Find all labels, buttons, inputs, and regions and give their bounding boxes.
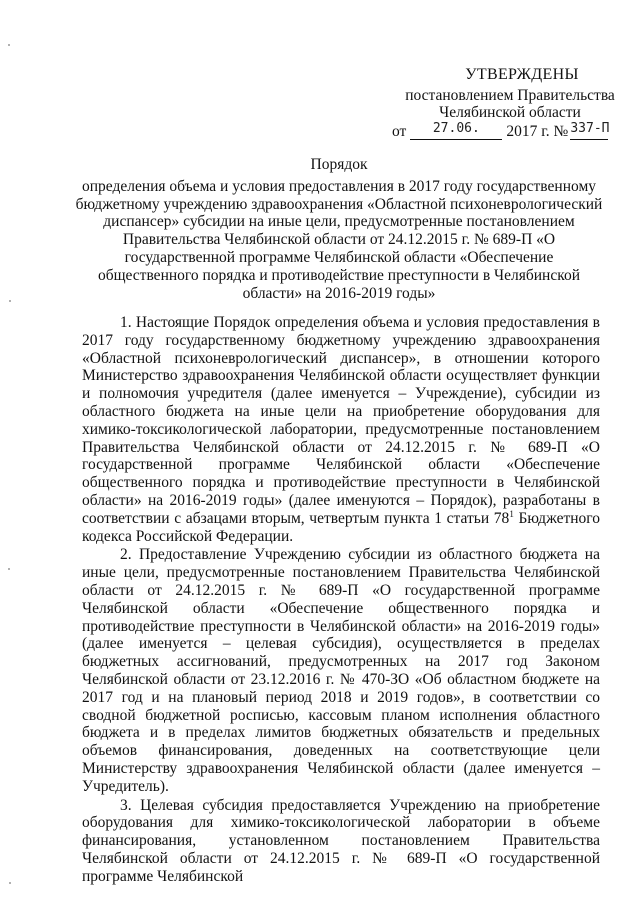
approval-date-prefix: от bbox=[392, 123, 407, 140]
document-title: Порядок bbox=[310, 156, 368, 173]
paragraph-1-tail: Бюджетного кодекса Российской Федерации. bbox=[82, 509, 600, 545]
approval-date-suffix: 2017 г. № bbox=[506, 123, 569, 140]
approval-title: УТВЕРЖДЕНЫ bbox=[465, 66, 579, 83]
paragraph-3: 3. Целевая субсидия предоставляется Учреждению на приобретение оборудования для химико-токсикологической лаборатории в объеме финансирования, установленном постановлением Правительства Челябинской области от 24.12.2015 г. № 689-П «О государственной программе Челябинской bbox=[82, 796, 600, 885]
paragraph-1-superscript: 1 bbox=[509, 508, 514, 519]
approval-line-1: постановлением Правительства bbox=[405, 87, 615, 104]
approval-date-field bbox=[410, 123, 502, 140]
scan-speck bbox=[8, 44, 10, 46]
document-subtitle: определения объема и условия предоставления в 2017 году государственному бюджетному учреждению здравоохранения «Областной психоневрологический диспансер» субсидии на иные цели, предусмотренные постановлением Правительства Челябинской области от 24.12.2015 г. № 689-П «О государственной программе Челябинской области «Обеспечение общественного порядка и противодействие преступности в Челябинской области» на 2016-2019 годы» bbox=[75, 177, 603, 302]
paragraph-1 bbox=[82, 314, 600, 545]
approval-date-handwritten: 27.06. bbox=[432, 121, 480, 136]
paragraph-1-text: 1. Настоящие Порядок определения объема и условия предоставления в 2017 году государственному бюджетному учреждению здравоохранения «Областной психоневрологический диспансер», в отношении которого Министерство здравоохранения Челябинской области осуществляет функции и полномочия учредителя (далее именуется – Учреждение), субсидии из областного бюджета на иные цели на приобретение оборудования для химико-токсикологической лаборатории, предусмотренные постановлением Правительства Челябинской области от 24.12.2015 г. № 689-П «О государственной программе Челябинской области «Обеспечение общественного порядка и противодействие преступности в Челябинской области» на 2016-2019 годы» (далее именуются – Порядок), разработаны в соответствии с абзацами вторым, четвертым пункта 1 статьи 78 bbox=[82, 314, 600, 527]
document-heading bbox=[74, 156, 604, 302]
paragraph-2: 2. Предоставление Учреждению субсидии из областного бюджета на иные цели, предусмотренные постановлением Правительства Челябинской области от 24.12.2015 г. № 689-П «О государственной программе Челябинской области «Обеспечение общественного порядка и противодействие преступности в Челябинской области» на 2016-2019 годы» (далее именуется – целевая субсидия), осуществляется в пределах бюджетных ассигнований, предусмотренных на 2017 год Законом Челябинской области от 23.12.2016 г. № 470-ЗО «Об областном бюджете на 2017 год и на плановый период 2018 и 2019 годов», в соответствии со сводной бюджетной росписью, кассовым планом исполнения областного бюджета и в пределах лимитов бюджетных обязательств и предельных объемов финансирования, доведенных на соответствующие цели Министерству здравоохранения Челябинской области (далее именуется – Учредитель). bbox=[82, 546, 600, 795]
document-body bbox=[82, 314, 600, 887]
approval-line-2: Челябинской области bbox=[439, 104, 581, 121]
approval-date-line bbox=[392, 123, 622, 140]
approval-number-handwritten: 337-П bbox=[570, 121, 610, 136]
scan-speck bbox=[8, 568, 10, 570]
scan-speck bbox=[9, 882, 11, 884]
approval-number-field bbox=[570, 123, 608, 140]
scan-speck bbox=[9, 300, 11, 302]
approval-stamp bbox=[392, 66, 622, 140]
